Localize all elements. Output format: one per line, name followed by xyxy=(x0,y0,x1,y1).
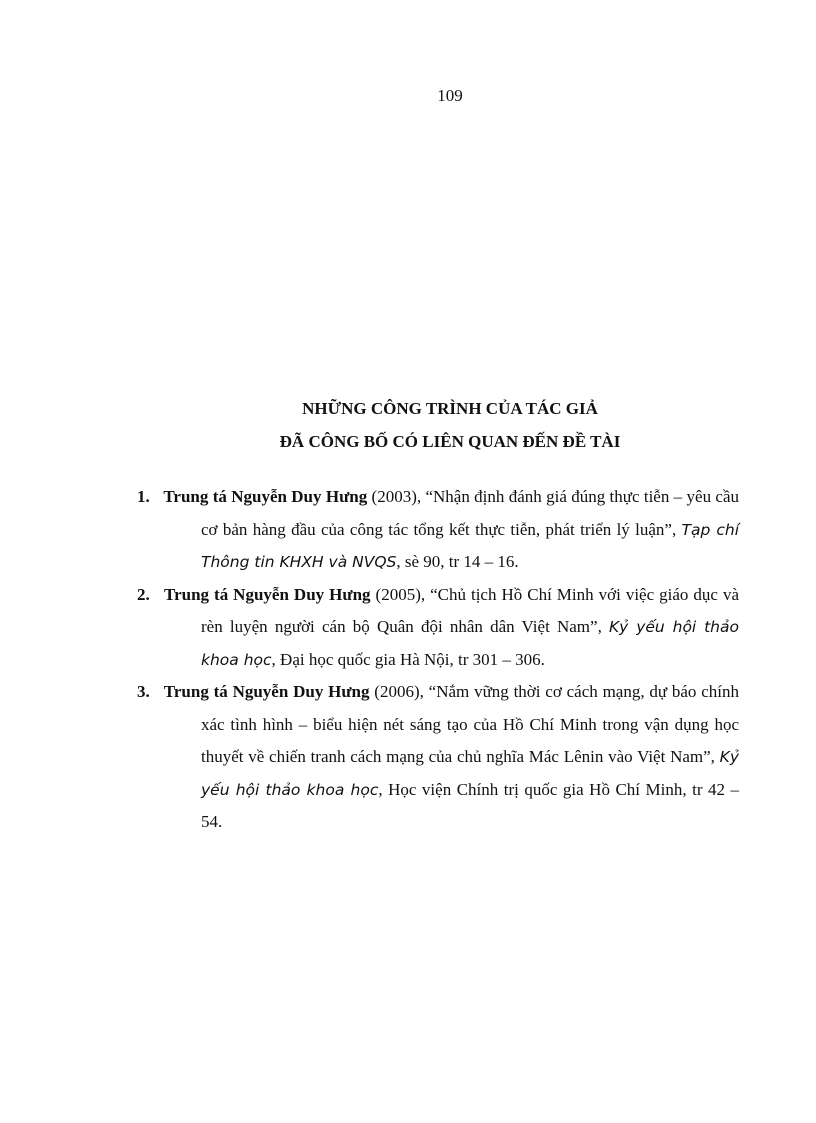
reference-publication: Tạp chí Thông tin KHXH và NVQS xyxy=(201,520,739,571)
reference-text xyxy=(163,487,739,571)
reference-publication: Kỷ yếu hội thảo khoa học xyxy=(201,618,739,669)
reference-details: (2005), “Chủ tịch Hồ Chí Minh với việc giáo dục và rèn luyện người cán bộ Quân đội nhân dân Việt Nam”, xyxy=(201,584,740,636)
reference-author: Trung tá Nguyễn Duy Hưng xyxy=(163,682,370,701)
reference-author: Trung tá Nguyễn Duy Hưng xyxy=(163,487,368,506)
section-heading xyxy=(0,392,816,458)
reference-item-3: 3. Trung tá Nguyễn Duy Hưng (2006), “Nắm vững thời cơ cách mạng, dự báo chính xác tình hình – biểu hiện nét sáng tạo của Hồ Chí Minh trong vận dụng học thuyết về chiến tranh cách mạng của chủ nghĩa Mác Lênin vào Việt Nam”, Kỷ yếu hội thảo khoa học, Học viện Chính trị quốc gia Hồ Chí Minh, tr 42 – 54. xyxy=(137,682,739,831)
reference-publication: Kỷ yếu hội thảo khoa học xyxy=(201,748,739,799)
reference-item-1: 1. Trung tá Nguyễn Duy Hưng (2003), “Nhận định đánh giá đúng thực tiễn – yêu cầu cơ bản hàng đầu của công tác tổng kết thực tiễn, phát triển lý luận”, Tạp chí Thông tin KHXH và NVQS, sè 90, tr 14 – 16. xyxy=(137,487,739,571)
reference-list xyxy=(137,481,739,839)
reference-text xyxy=(164,682,739,831)
heading-line-2: ĐÃ CÔNG BỐ CÓ LIÊN QUAN ĐẾN ĐỀ TÀI xyxy=(279,432,621,451)
reference-citation: , Đại học quốc gia Hà Nội, tr 301 – 306. xyxy=(271,649,545,669)
heading-line-1: NHỮNG CÔNG TRÌNH CỦA TÁC GIẢ xyxy=(302,399,598,418)
reference-item-2: 2. Trung tá Nguyễn Duy Hưng (2005), “Chủ tịch Hồ Chí Minh với việc giáo dục và rèn luyện người cán bộ Quân đội nhân dân Việt Nam”, Kỷ yếu hội thảo khoa học, Đại học quốc gia Hà Nội, tr 301 – 306. xyxy=(137,584,740,669)
reference-details: (2003), “Nhận định đánh giá đúng thực tiễn – yêu cầu cơ bản hàng đầu của công tác tổng kết thực tiễn, phát triển lý luận”, xyxy=(201,487,739,539)
reference-details: (2006), “Nắm vững thời cơ cách mạng, dự báo chính xác tình hình – biểu hiện nét sáng tạo của Hồ Chí Minh trong vận dụng học thuyết về chiến tranh cách mạng của chủ nghĩa Mác Lênin vào Việt Nam”, xyxy=(201,682,739,766)
page-number: 109 xyxy=(437,86,463,105)
reference-text xyxy=(164,585,739,669)
reference-author: Trung tá Nguyễn Duy Hưng xyxy=(164,584,371,604)
reference-citation: , sè 90, tr 14 – 16. xyxy=(396,552,519,571)
reference-citation: , Học viện Chính trị quốc gia Hồ Chí Minh, tr 42 – 54. xyxy=(201,779,739,831)
